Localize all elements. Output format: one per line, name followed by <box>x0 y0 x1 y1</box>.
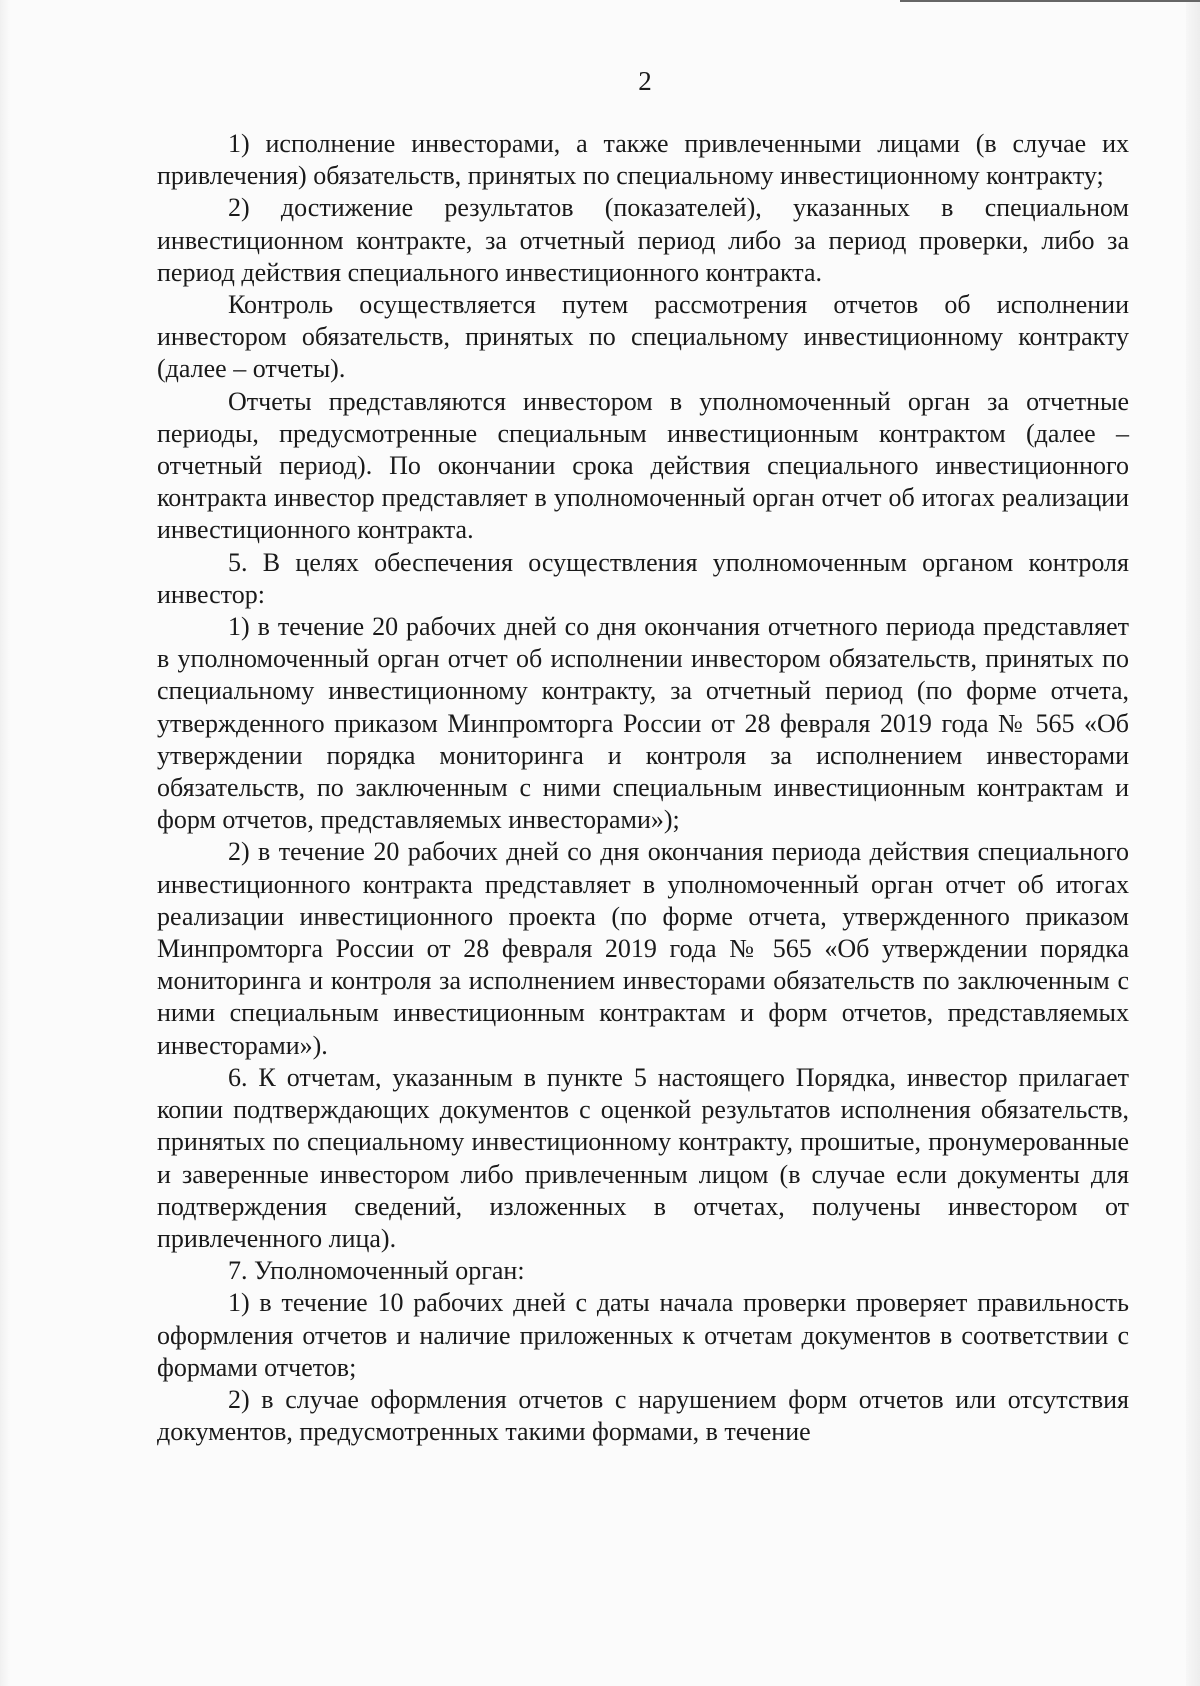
paragraph: 2) достижение результатов (показателей), указанных в специальном инвестиционном контракте, за отчетный период либо за период проверки, либо за период действия специального инвестиционного контракта. <box>157 193 1129 287</box>
page-number: 2 <box>638 66 652 96</box>
scan-line-top <box>900 0 1200 2</box>
paragraph: 1) в течение 10 рабочих дней с даты начала проверки проверяет правильность оформления отчетов и наличие приложенных к отчетам документов в соответствии с формами отчетов; <box>157 1288 1129 1382</box>
document-body <box>157 128 1129 1448</box>
paragraph: 2) в случае оформления отчетов с нарушением форм отчетов или отсутствия документов, предусмотренных такими формами, в течение <box>157 1384 1129 1447</box>
paragraph: Контроль осуществляется путем рассмотрения отчетов об исполнении инвестором обязательств, принятых по специальному инвестиционному контракту (далее – отчеты). <box>157 290 1129 384</box>
paragraph: 2) в течение 20 рабочих дней со дня окончания периода действия специального инвестиционного контракта представляет в уполномоченный орган отчет об итогах реализации инвестиционного проекта (по форме отчета, утвержденного приказом Минпромторга России от 28 февраля 2019 года № 565 «Об утверждении порядка мониторинга и контроля за исполнением инвесторами обязательств по заключенным с ними специальным инвестиционным контрактам и форм отчетов, представляемых инвесторами»). <box>157 837 1129 1060</box>
paragraph: 5. В целях обеспечения осуществления уполномоченным органом контроля инвестор: <box>157 547 1129 609</box>
scan-edge-right <box>1186 0 1200 1686</box>
paragraph: 1) исполнение инвесторами, а также привлеченными лицами (в случае их привлечения) обязательств, принятых по специальному инвестиционному контракту; <box>157 129 1129 191</box>
paragraph: Отчеты представляются инвестором в уполномоченный орган за отчетные периоды, предусмотренные специальным инвестиционным контрактом (далее – отчетный период). По окончании срока действия специального инвестиционного контракта инвестор представляет в уполномоченный орган отчет об итогах реализации инвестиционного контракта. <box>157 386 1129 545</box>
paragraph: 6. К отчетам, указанным в пункте 5 настоящего Порядка, инвестор прилагает копии подтверждающих документов с оценкой результатов исполнения обязательств, принятых по специальному инвестиционному контракту, прошитые, пронумерованные и заверенные инвестором либо привлеченным лицом (в случае если документы для подтверждения сведений, изложенных в отчетах, получены инвестором от привлеченного лица). <box>157 1062 1129 1253</box>
paragraph: 7. Уполномоченный орган: <box>228 1256 525 1286</box>
paragraph: 1) в течение 20 рабочих дней со дня окончания отчетного периода представляет в уполномоченный орган отчет об исполнении инвестором обязательств, принятых по специальному инвестиционному контракту, за отчетный период (по форме отчета, утвержденного приказом Минпромторга России от 28 февраля 2019 года № 565 «Об утверждении порядка мониторинга и контроля за исполнением инвесторами обязательств, по заключенным с ними специальным инвестиционным контрактам и форм отчетов, представляемых инвесторами»); <box>157 612 1129 835</box>
scan-edge-left <box>0 0 10 1686</box>
